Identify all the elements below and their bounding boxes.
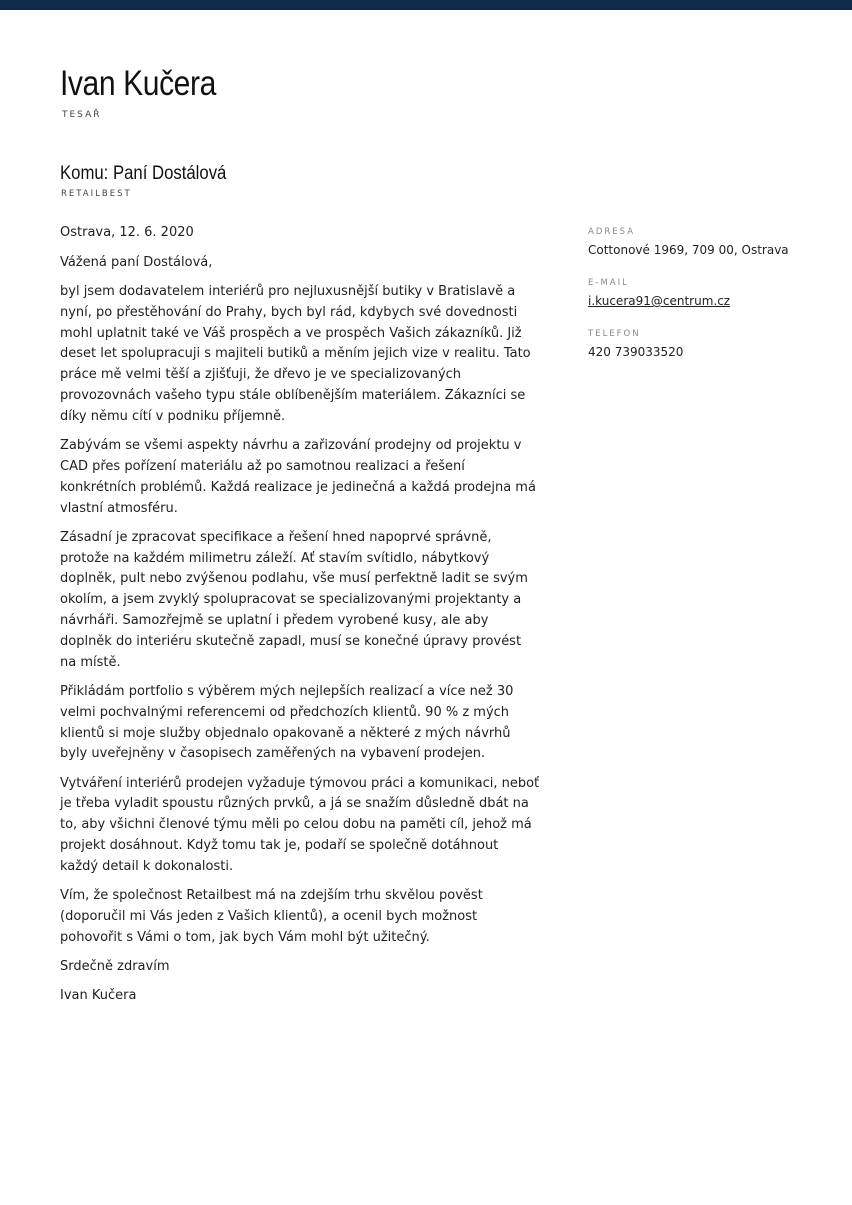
phone-label: TELEFON	[588, 329, 641, 339]
sender-name: Ivan Kučera	[60, 64, 216, 103]
sender-profession: TESAŘ	[62, 110, 102, 120]
email-link[interactable]: i.kucera91@centrum.cz	[588, 294, 731, 308]
recipient-company: RETAILBEST	[61, 189, 132, 199]
phone-value: 420 739033520	[588, 345, 684, 359]
letter-salutation: Vážená paní Dostálová,	[60, 254, 213, 270]
contact-sidebar	[588, 227, 828, 380]
letter-paragraph: Vím, že společnost Retailbest má na zdejším trhu skvělou pověst (doporučil mi Vás jeden z Vašich klientů), a ocenil bych možnost pohovořit s Vámi o tom, jak bych Vám mohl být užitečný.	[60, 888, 483, 945]
letter-paragraph: Zásadní je zpracovat specifikace a řešení hned napoprvé správně, protože na každém milimetru záleží. Ať stavím svítidlo, nábytkový doplněk, pult nebo zvýšenou podlahu, vše musí perfektně ladit se svým okolím, a jsem zvyklý spolupracovat se specializovanými projektanty a návrháři. Samozřejmě se uplatní i předem vyrobené kusy, ale aby doplněk do interiéru skutečně zapadl, musí se konečné úpravy provést na místě.	[60, 529, 528, 670]
letter-signature: Ivan Kučera	[60, 988, 137, 1004]
recipient-line: Komu: Paní Dostálová	[60, 163, 227, 184]
address-label: ADRESA	[588, 227, 636, 237]
address-value: Cottonové 1969, 709 00, Ostrava	[588, 243, 789, 257]
letter-paragraph: Vytváření interiérů prodejen vyžaduje týmovou práci a komunikaci, neboť je třeba vyladit spoustu různých prvků, a já se snažím důsledně dbát na to, aby všichni členové týmu měli po celou dobu na paměti cíl, jehož má projekt dosáhnout. Když tomu tak je, podaří se společně dotáhnout každý detail k dokonalosti.	[60, 775, 540, 874]
letter-body	[60, 223, 540, 1016]
letter-date: Ostrava, 12. 6. 2020	[60, 225, 194, 240]
letter-paragraph: byl jsem dodavatelem interiérů pro nejluxusnější butiky v Bratislavě a nyní, po přestěhování do Prahy, bych byl rád, kdybych své dovednosti mohl uplatnit také ve Váš prospěch a ve prospěch Vašich zákazníků. Již deset let spolupracuji s majiteli butiků a měním jejich vize v realitu. Tato práce mě velmi těší a zjišťuji, že dřevo je ve specializovaných provozovnách vašeho typu stále oblíbenějším materiálem. Zákazníci se díky němu cítí v podniku příjemně.	[60, 284, 531, 424]
email-label: E-MAIL	[588, 278, 629, 288]
letter-paragraph: Zabývám se všemi aspekty návrhu a zařizování prodejny od projektu v CAD přes pořízení materiálu až po samotnou realizaci a řešení konkrétních problémů. Každá realizace je jedinečná a každá prodejna má vlastní atmosféru.	[60, 438, 536, 516]
top-accent-bar	[0, 0, 852, 10]
letter-closing: Srdečně zdravím	[60, 959, 170, 974]
letter-paragraph: Přikládám portfolio s výběrem mých nejlepších realizací a více než 30 velmi pochvalnými referencemi od předchozích klientů. 90 % z mých klientů si moje služby objednalo opakovaně a některé z mých návrhů byly uveřejněny v časopisech zaměřených na vybavení prodejen.	[60, 683, 514, 762]
